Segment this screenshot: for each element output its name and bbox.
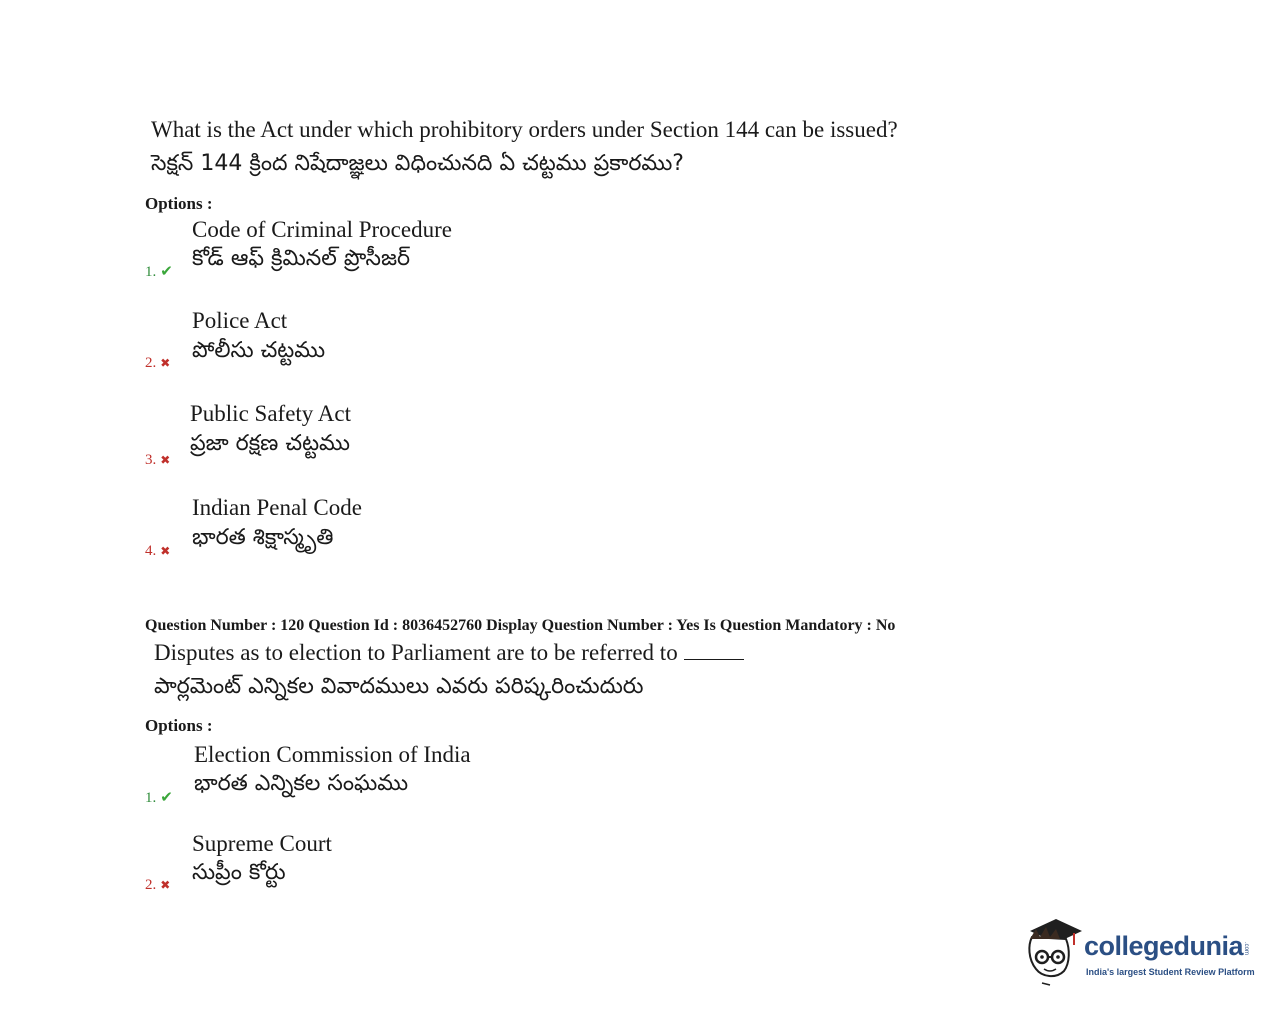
logo-wordmark [1084, 931, 1249, 962]
option-text-en: Election Commission of India [194, 742, 471, 767]
question-2-text-te: పార్లమెంట్ ఎన్నికల వివాదములు ఎవరు పరిష్కరించుదురు [154, 674, 644, 699]
cross-icon: ✖ [160, 453, 171, 467]
option-number: 1. [145, 790, 157, 806]
option-text-te: పోలీసు చట్టము [192, 338, 326, 363]
option-number-wrong [145, 542, 170, 560]
options-heading: Options : [145, 194, 213, 213]
logo-tagline: India's largest Student Review Platform [1086, 967, 1255, 977]
option-number-wrong [145, 451, 170, 469]
check-icon: ✔ [160, 262, 173, 280]
collegedunia-logo [1022, 915, 1272, 990]
option-number: 4. [145, 543, 157, 559]
question-1-text-te: సెక్షన్ 144 క్రింద నిషేదాజ్ఞలు విధించునది ఏ చట్టము ప్రకారము? [151, 151, 684, 176]
options-heading: Options : [145, 716, 213, 735]
mascot-icon [1022, 915, 1084, 987]
option-text-te: కోడ్ ఆఫ్ క్రిమినల్ ప్రొసీజర్ [192, 246, 411, 271]
logo-com: .com [1243, 941, 1250, 955]
question-text: Disputes as to election to Parliament are to be referred to [154, 640, 678, 665]
answer-blank [684, 641, 744, 660]
option-number: 1. [145, 264, 157, 280]
option-text-te: భారత శిక్షాస్మృతి [192, 525, 334, 550]
option-text-en: Code of Criminal Procedure [192, 217, 452, 242]
option-text-te: ప్రజా రక్షణ చట్టము [190, 431, 350, 456]
option-number-correct [145, 788, 173, 807]
option-number: 3. [145, 452, 157, 468]
cross-icon: ✖ [160, 544, 171, 558]
option-text-en: Indian Penal Code [192, 495, 362, 520]
option-number-correct [145, 262, 173, 281]
cross-icon: ✖ [160, 878, 171, 892]
option-text-en: Supreme Court [192, 831, 332, 856]
question-meta: Question Number : 120 Question Id : 8036452760 Display Question Number : Yes Is Question Mandatory : No [145, 617, 896, 634]
option-number: 2. [145, 355, 157, 371]
cross-icon: ✖ [160, 356, 171, 370]
option-number-wrong [145, 876, 170, 894]
question-2-text-en [154, 640, 744, 666]
option-text-te: భారత ఎన్నికల సంఘము [194, 771, 409, 796]
option-number: 2. [145, 877, 157, 893]
option-text-en: Public Safety Act [190, 401, 351, 426]
check-icon: ✔ [160, 788, 173, 806]
option-text-te: సుప్రీం కోర్టు [192, 860, 286, 885]
option-number-wrong [145, 354, 170, 372]
logo-word: collegedunia [1084, 931, 1244, 961]
option-text-en: Police Act [192, 308, 288, 333]
question-1-text-en: What is the Act under which prohibitory orders under Section 144 can be issued? [151, 117, 898, 142]
